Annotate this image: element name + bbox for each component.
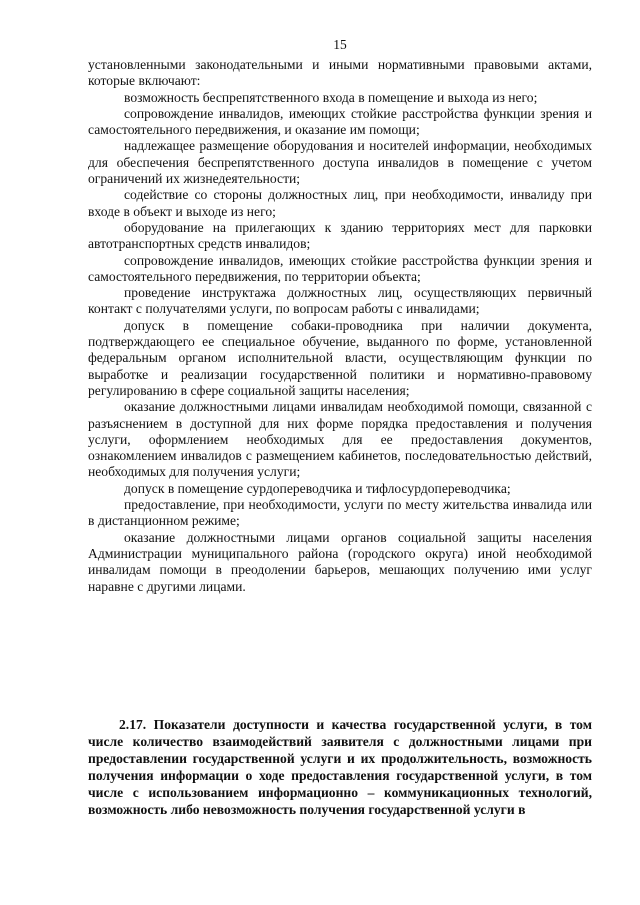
paragraph: предоставление, при необходимости, услуги по месту жительства инвалида или в дистанционном режиме; (88, 497, 592, 529)
section-heading: 2.17. Показатели доступности и качества государственной услуги, в том числе количество взаимодействий заявителя с должностными лицами при предоставлении государственной услуги и их продолжительность, возможность получения информации о ходе предоставления государственной услуги, в том числе с использованием информационно – коммуникационных технологий, возможность либо невозможность получения государственной услуги в (88, 717, 592, 817)
paragraph: установленными законодательными и иными нормативными правовыми актами, которые включают: (88, 57, 592, 89)
paragraph: оказание должностными лицами инвалидам необходимой помощи, связанной с разъяснением в доступной для них форме порядка предоставления и получения услуги, оформлением необходимых для ее предоставления документов, ознакомлением инвалидов с размещением кабинетов, последовательностью действий, необходимых для получения услуги; (88, 399, 592, 480)
paragraph: допуск в помещение собаки-проводника при наличии документа, подтверждающего ее специальное обучение, выданного по форме, установленной федеральным органом исполнительной власти, осуществляющим функции по выработке и реализации государственной политики и нормативно-правовому регулированию в сфере социальной защиты населения; (88, 317, 592, 398)
paragraph: сопровождение инвалидов, имеющих стойкие расстройства функции зрения и самостоятельного передвижения, по территории объекта; (88, 252, 592, 284)
paragraph: сопровождение инвалидов, имеющих стойкие расстройства функции зрения и самостоятельного передвижения, и оказание им помощи; (88, 105, 592, 138)
paragraph: надлежащее размещение оборудования и носителей информации, необходимых для обеспечения беспрепятственного доступа инвалидов в помещение с учетом ограничений их жизнедеятельности; (88, 138, 592, 187)
paragraph: проведение инструктажа должностных лиц, осуществляющих первичный контакт с получателями услуги, по вопросам работы с инвалидами; (88, 285, 592, 317)
paragraph: возможность беспрепятственного входа в помещение и выхода из него; (124, 89, 538, 105)
paragraph: оказание должностными лицами органов социальной защиты населения Администрации муниципального района (городского округа) иной необходимой инвалидам помощи в преодолении барьеров, мешающих получению ими услуг наравне с другими лицами. (88, 529, 592, 594)
page-number: 15 (333, 37, 347, 52)
paragraph: содействие со стороны должностных лиц, при необходимости, инвалиду при входе в объект и выходе из него; (88, 187, 592, 219)
body-text (88, 57, 592, 595)
paragraph: оборудование на прилегающих к зданию территориях мест для парковки автотранспортных средств инвалидов; (88, 219, 592, 252)
paragraph: допуск в помещение сурдопереводчика и тифлосурдопереводчика; (124, 480, 511, 496)
document-page (88, 0, 592, 905)
